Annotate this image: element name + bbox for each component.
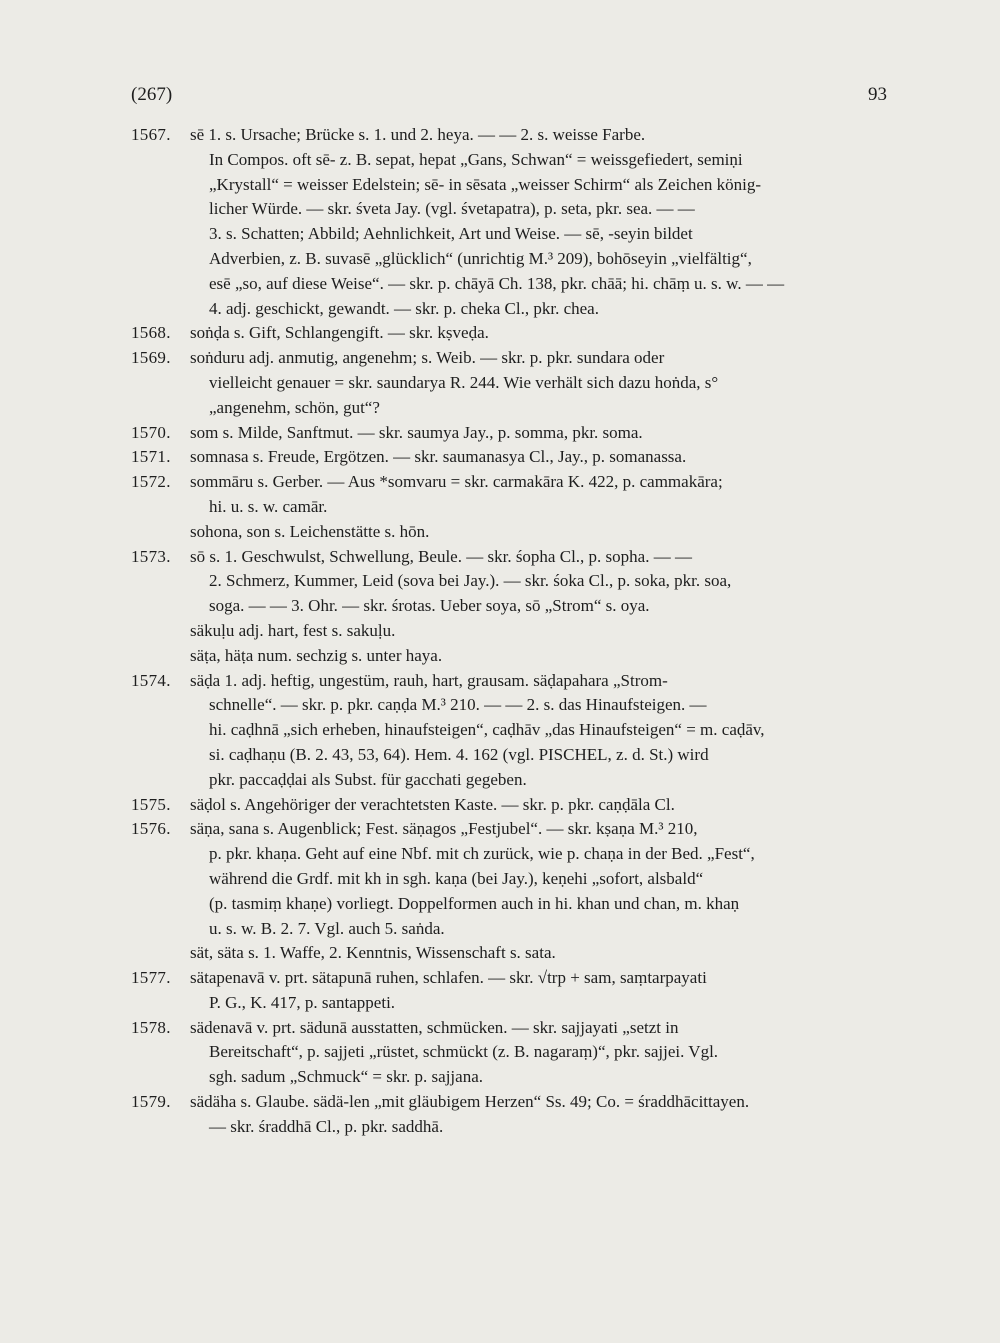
page-header: [131, 84, 887, 114]
entry-headline: sädäha s. Glaube. sädä-len „mit gläubigem Herzen“ Ss. 49; Co. = śraddhācittayen.: [190, 1092, 750, 1112]
entry-headline: soṅduru adj. anmutig, angenehm; s. Weib. — skr. p. pkr. sundara oder: [190, 348, 665, 368]
entry-text-line: 4. adj. geschickt, gewandt. — skr. p. cheka Cl., pkr. chea.: [209, 298, 599, 318]
entry-number: 1574.: [131, 670, 171, 690]
entry-headline: sohona, son s. Leichenstätte s. hōn.: [190, 521, 430, 541]
entry-number: 1573.: [131, 546, 171, 566]
entry-number: 1570.: [131, 422, 171, 442]
dictionary-entry: [0, 1090, 1000, 1140]
entry-text-line: während die Grdf. mit kh in sgh. kaṇa (bei Jay.), keṇehi „sofort, alsbald“: [209, 868, 704, 888]
entry-headline: sō s. 1. Geschwulst, Schwellung, Beule. — skr. śopha Cl., p. sopha. — —: [190, 546, 692, 566]
dictionary-entries: [0, 123, 1000, 1140]
entry-text-line: „angenehm, schön, gut“?: [209, 397, 380, 417]
dictionary-entry: [0, 793, 1000, 818]
entry-headline: soṅḍa s. Gift, Schlangengift. — skr. kṣveḍa.: [190, 323, 489, 343]
entry-text-line: vielleicht genauer = skr. saundarya R. 244. Wie verhält sich dazu hoṅda, s°: [209, 372, 719, 392]
entry-headline: sommāru s. Gerber. — Aus *somvaru = skr. carmakāra K. 422, p. cammakāra;: [190, 472, 723, 492]
entry-number: 1575.: [131, 794, 171, 814]
dictionary-entry: [0, 470, 1000, 520]
entry-number: 1577.: [131, 968, 171, 988]
entry-text-line: — skr. śraddhā Cl., p. pkr. saddhā.: [209, 1116, 444, 1136]
entry-text-line: „Krystall“ = weisser Edelstein; sē- in sēsata „weisser Schirm“ als Zeichen könig-: [209, 174, 761, 194]
dictionary-entry: [0, 941, 1000, 966]
entry-headline: sät, säta s. 1. Waffe, 2. Kenntnis, Wissenschaft s. sata.: [190, 943, 556, 963]
entry-text-line: pkr. paccaḍḍai als Subst. für gacchati gegeben.: [209, 769, 527, 789]
entry-headline: somnasa s. Freude, Ergötzen. — skr. saumanasya Cl., Jay., p. somanassa.: [190, 447, 687, 467]
entry-text-line: schnelle“. — skr. p. pkr. caṇḍa M.³ 210. — — 2. s. das Hinaufsteigen. —: [209, 695, 707, 715]
entry-number: 1571.: [131, 447, 171, 467]
entry-text-line: sgh. sadum „Schmuck“ = skr. p. sajjana.: [209, 1067, 483, 1087]
entry-number: 1568.: [131, 323, 171, 343]
section-number: (267): [131, 84, 173, 105]
entry-number: 1576.: [131, 819, 171, 839]
entry-number: 1572.: [131, 472, 171, 492]
dictionary-entry: [0, 545, 1000, 619]
entry-text-line: p. pkr. khaṇa. Geht auf eine Nbf. mit ch zurück, wie p. chaṇa in der Bed. „Fest“,: [209, 844, 755, 864]
entry-headline: säḍa 1. adj. heftig, ungestüm, rauh, hart, grausam. säḍapahara „Strom-: [190, 670, 668, 690]
entry-headline: sädenavā v. prt. sädunā ausstatten, schmücken. — skr. sajjayati „setzt in: [190, 1017, 679, 1037]
dictionary-entry: [0, 1016, 1000, 1090]
entry-text-line: esē „so, auf diese Weise“. — skr. p. chāyā Ch. 138, pkr. chāā; hi. chāṃ u. s. w. — —: [209, 273, 785, 293]
entry-text-line: licher Würde. — skr. śveta Jay. (vgl. śvetapatra), p. seta, pkr. sea. — —: [209, 199, 695, 219]
entry-headline: säkuḷu adj. hart, fest s. sakuḷu.: [190, 620, 396, 640]
entry-text-line: si. caḍhaṇu (B. 2. 43, 53, 64). Hem. 4. 162 (vgl. PISCHEL, z. d. St.) wird: [209, 744, 709, 764]
entry-text-line: 3. s. Schatten; Abbild; Aehnlichkeit, Art und Weise. — sē, -seyin bildet: [209, 224, 693, 244]
entry-text-line: (p. tasmiṃ khaṇe) vorliegt. Doppelformen auch in hi. khan und chan, m. khaṇ: [209, 893, 740, 913]
dictionary-entry: [0, 817, 1000, 941]
entry-number: 1579.: [131, 1092, 171, 1112]
entry-text-line: Adverbien, z. B. suvasē „glücklich“ (unrichtig M.³ 209), bohōseyin „vielfältig“,: [209, 248, 752, 268]
entry-headline: sē 1. s. Ursache; Brücke s. 1. und 2. heya. — — 2. s. weisse Farbe.: [190, 125, 646, 144]
dictionary-entry: [0, 619, 1000, 644]
entry-headline: säṇa, sana s. Augenblick; Fest. säṇagos „Festjubel“. — skr. kṣaṇa M.³ 210,: [190, 819, 698, 839]
entry-text-line: soga. — — 3. Ohr. — skr. śrotas. Ueber soya, sō „Strom“ s. oya.: [209, 596, 650, 616]
dictionary-entry: [0, 346, 1000, 420]
dictionary-entry: [0, 321, 1000, 346]
entry-number: 1569.: [131, 348, 171, 368]
entry-number: 1567.: [131, 125, 171, 144]
entry-headline: säḍol s. Angehöriger der verachtetsten Kaste. — skr. p. pkr. caṇḍāla Cl.: [190, 794, 675, 814]
entry-text-line: hi. u. s. w. camār.: [209, 496, 328, 516]
dictionary-entry: [0, 520, 1000, 545]
dictionary-entry: [0, 445, 1000, 470]
dictionary-entry: [0, 669, 1000, 793]
entry-text-line: In Compos. oft sē- z. B. sepat, hepat „Gans, Schwan“ = weissgefiedert, semiṇi: [209, 149, 743, 169]
entry-headline: säṭa, häṭa num. sechzig s. unter haya.: [190, 645, 443, 665]
dictionary-entry: [0, 123, 1000, 321]
entry-headline: sätapenavā v. prt. sätapunā ruhen, schlafen. — skr. √trp + sam, saṃtarpayati: [190, 968, 707, 988]
dictionary-entry: [0, 966, 1000, 1016]
entry-text-line: hi. caḍhnā „sich erheben, hinaufsteigen“, caḍhāv „das Hinaufsteigen“ = m. caḍāv,: [209, 720, 765, 740]
entry-number: 1578.: [131, 1017, 171, 1037]
dictionary-entry: [0, 421, 1000, 446]
entry-headline: som s. Milde, Sanftmut. — skr. saumya Jay., p. somma, pkr. soma.: [190, 422, 643, 442]
entry-text-line: 2. Schmerz, Kummer, Leid (sova bei Jay.). — skr. śoka Cl., p. soka, pkr. soa,: [209, 571, 732, 591]
entry-text-line: P. G., K. 417, p. santappeti.: [209, 992, 396, 1012]
dictionary-entry: [0, 644, 1000, 669]
entry-text-line: u. s. w. B. 2. 7. Vgl. auch 5. saṅda.: [209, 918, 445, 938]
page-number: 93: [868, 84, 887, 105]
entry-text-line: Bereitschaft“, p. sajjeti „rüstet, schmückt (z. B. nagaraṃ)“, pkr. sajjei. Vgl.: [209, 1042, 719, 1062]
